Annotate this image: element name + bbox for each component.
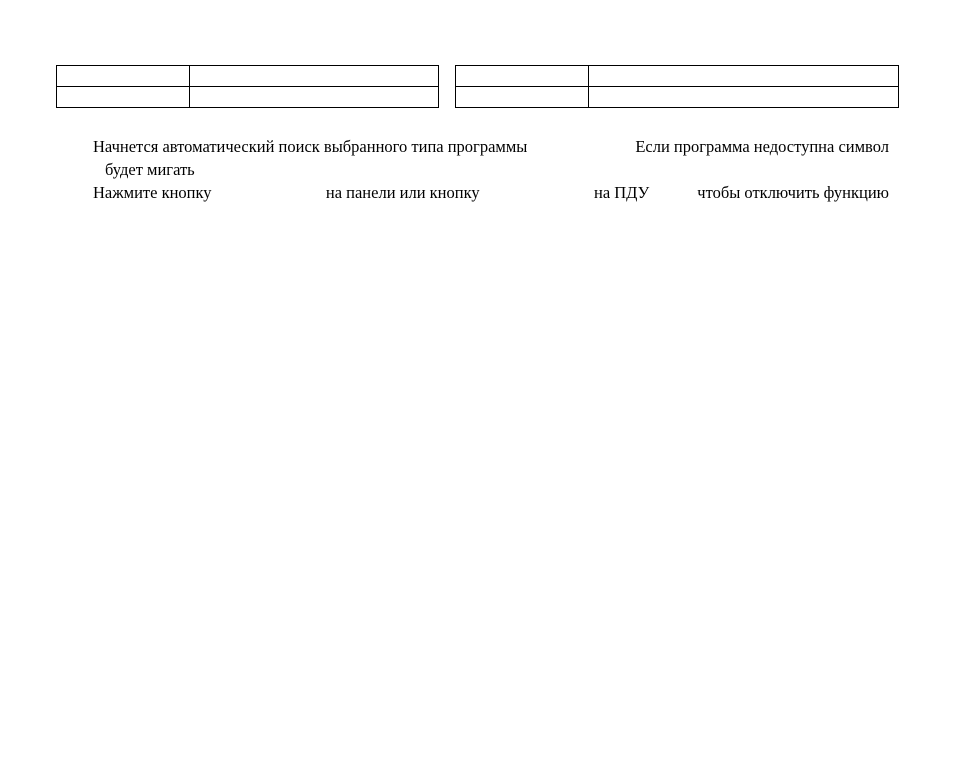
table-cell	[589, 66, 899, 87]
table-row	[57, 87, 439, 108]
text-segment: Если программа недоступна символ	[635, 137, 889, 156]
right-table	[455, 65, 899, 108]
paragraph-line-2	[105, 160, 195, 180]
text-segment-group	[594, 183, 889, 203]
text-segment: Начнется автоматический поиск выбранного типа программы	[93, 137, 528, 156]
table-row	[57, 66, 439, 87]
table-row	[456, 87, 899, 108]
table-cell	[190, 87, 439, 108]
text-segment: на ПДУ	[593, 183, 650, 202]
table-cell	[57, 66, 190, 87]
table-cell	[589, 87, 899, 108]
text-segment: будет мигать	[105, 160, 195, 179]
text-segment: на панели или кнопку	[325, 183, 480, 202]
paragraph-line-1	[93, 137, 889, 157]
table-row	[456, 66, 899, 87]
table-cell	[456, 87, 589, 108]
text-segment: чтобы отключить функцию	[697, 183, 889, 202]
text-segment: Нажмите кнопку	[93, 183, 212, 202]
left-table	[56, 65, 439, 108]
table-cell	[190, 66, 439, 87]
paragraph-line-3	[93, 183, 889, 203]
table-cell	[57, 87, 190, 108]
table-cell	[456, 66, 589, 87]
